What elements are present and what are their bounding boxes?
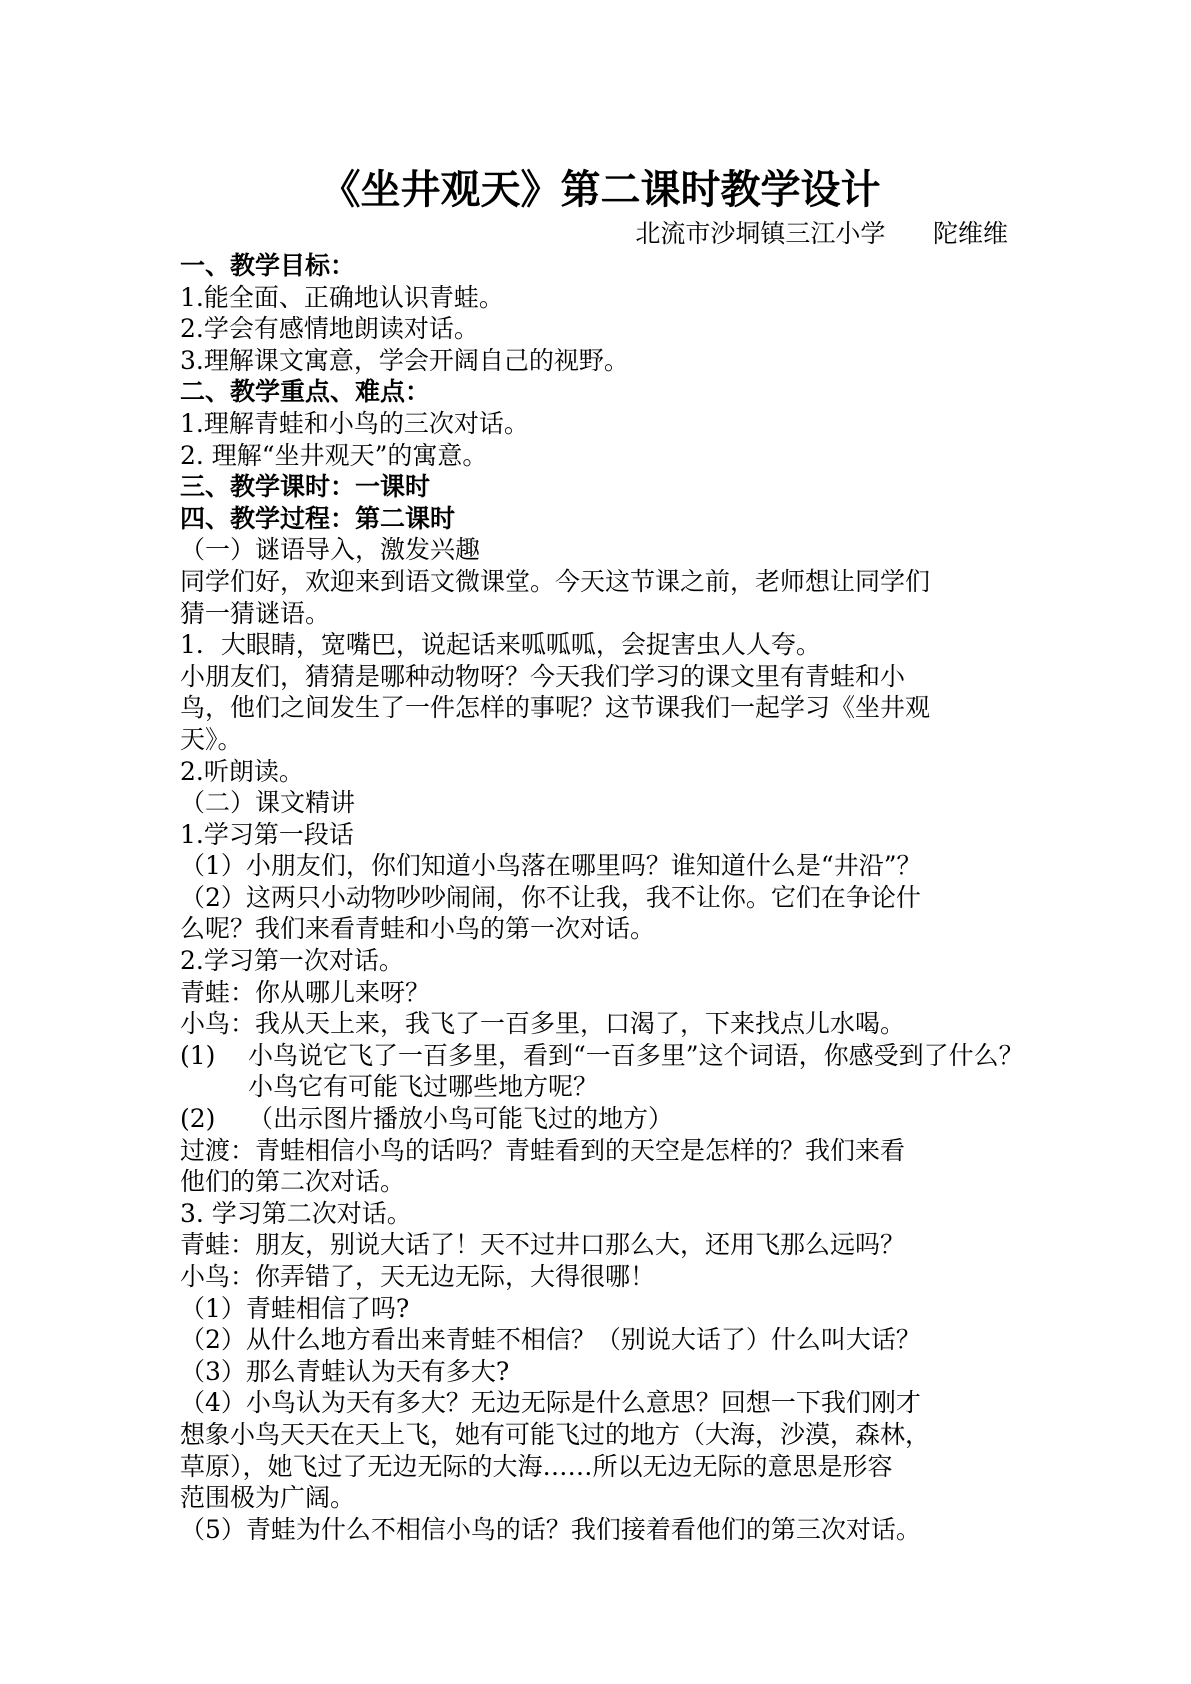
text-line: 么呢？我们来看青蛙和小鸟的第一次对话。 [180,914,656,944]
text-line: 天》。 [180,724,243,754]
text-line: 他们的第二次对话。 [180,1167,406,1197]
document-title: 《坐井观天》第二课时教学设计 [320,166,881,213]
text-line: 2.学习第一次对话。 [180,946,404,976]
text-line: （2）这两只小动物吵吵闹闹，你不让我，我不让你。它们在争论什 [180,882,921,912]
item-marker: (1) [180,1040,216,1070]
text-line: 草原），她飞过了无边无际的大海……所以无边无际的意思是形容 [180,1451,893,1481]
author-line: 北流市沙垌镇三江小学 陀维维 [635,219,1008,248]
numbered-item [180,1040,1030,1103]
item-text: （出示图片播放小鸟可能飞过的地方） [248,1104,674,1134]
text-line: 青蛙：你从哪儿来呀？ [180,977,431,1007]
section-heading: 一、教学目标： [180,251,356,280]
text-line: （一）谜语导入，激发兴趣 [180,535,481,565]
text-line: 猜一猜谜语。 [180,598,331,628]
section-heading: 三、教学课时：一课时 [180,472,431,502]
text-line: 过渡：青蛙相信小鸟的话吗？青蛙看到的天空是怎样的？我们来看 [180,1135,906,1165]
item-marker: (2) [180,1104,216,1134]
text-line: 2.学会有感情地朗读对话。 [180,314,479,344]
text-line: 3. 学习第二次对话。 [180,1198,412,1228]
text-line: 鸟，他们之间发生了一件怎样的事呢？这节课我们一起学习《坐井观 [180,693,931,723]
numbered-item [180,1103,1030,1135]
text-line: 青蛙：朋友，别说大话了！天不过井口那么大，还用飞那么远吗？ [180,1230,906,1260]
text-line: （1）小朋友们，你们知道小鸟落在哪里吗？谁知道什么是“井沿”？ [180,851,922,881]
document-body [180,250,1030,1545]
text-line: 2.听朗读。 [180,756,304,786]
text-line: （1）青蛙相信了吗? [180,1293,410,1323]
section-heading: 四、教学过程：第二课时 [180,503,456,533]
text-line: 1.学习第一段话 [180,819,354,849]
text-line: 小朋友们，猜猜是哪种动物呀？今天我们学习的课文里有青蛙和小 [180,661,906,691]
section-heading: 二、教学重点、难点： [180,377,431,407]
text-line: 1．大眼睛，宽嘴巴，说起话来呱呱呱，会捉害虫人人夸。 [180,630,821,660]
text-line: 1.能全面、正确地认识青蛙。 [180,282,504,312]
text-line: 2. 理解“坐井观天”的寓意。 [180,440,488,470]
text-line: （4）小鸟认为天有多大？无边无际是什么意思？回想一下我们刚才 [180,1388,921,1418]
text-line: （2）从什么地方看出来青蛙不相信？（别说大话了）什么叫大话？ [180,1325,921,1355]
text-line: 想象小鸟天天在天上飞，她有可能飞过的地方（大海，沙漠，森林， [180,1419,931,1449]
text-line: （3）那么青蛙认为天有多大? [180,1356,510,1386]
text-line: 同学们好，欢迎来到语文微课堂。今天这节课之前，老师想让同学们 [180,566,931,596]
text-line: 小鸟：我从天上来，我飞了一百多里，口渴了，下来找点儿水喝。 [180,1009,906,1039]
text-line: 小鸟：你弄错了，天无边无际，大得很哪！ [180,1262,656,1291]
text-line: 3.理解课文寓意，学会开阔自己的视野。 [180,345,629,375]
text-line: 范围极为广阔。 [180,1483,356,1513]
text-line: （5）青蛙为什么不相信小鸟的话？我们接着看他们的第三次对话。 [180,1514,921,1544]
text-line: 1.理解青蛙和小鸟的三次对话。 [180,408,529,438]
text-line: （二）课文精讲 [180,788,356,818]
item-text: 小鸟说它飞了一百多里，看到“一百多里”这个词语，你感受到了什么？小鸟它有可能飞过哪些地方呢？ [248,1040,1024,1102]
